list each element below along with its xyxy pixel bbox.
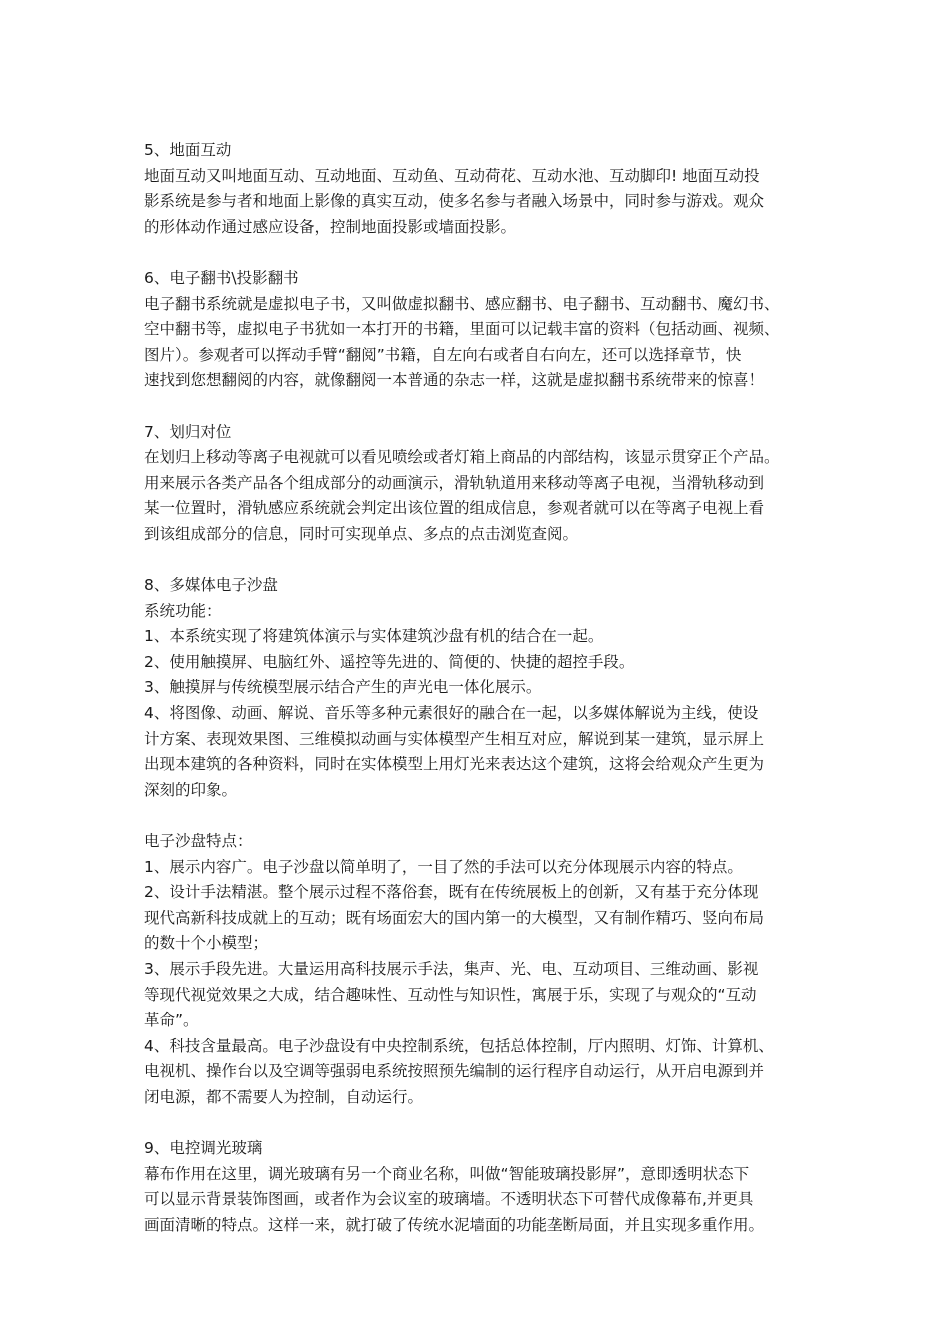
list-item-line: 4、科技含量最高。电子沙盘设有中央控制系统，包括总体控制，厅内照明、灯饰、计算机、 xyxy=(144,1036,774,1055)
section-sandtable-features xyxy=(144,829,812,1111)
paragraph-line: 革命”。 xyxy=(144,1011,199,1030)
section-floor-interaction xyxy=(144,138,812,240)
paragraph-line: 等现代视觉效果之大成，结合趣味性、互动性与知识性，寓展于乐，实现了与观众的“互动 xyxy=(144,985,757,1004)
list-item-line: 1、展示内容广。电子沙盘以简单明了，一目了然的手法可以充分体现展示内容的特点。 xyxy=(144,857,743,876)
list-item-line: 2、设计手法精湛。整个展示过程不落俗套，既有在传统展板上的创新，又有基于充分体现 xyxy=(144,883,759,902)
section-multimedia-sandtable xyxy=(144,573,812,803)
section-slide-positioning xyxy=(144,420,812,548)
paragraph-line: 电视机、操作台以及空调等强弱电系统按照预先编制的运行程序自动运行，从开启电源到并 xyxy=(144,1062,765,1081)
paragraph-line: 到该组成部分的信息，同时可实现单点、多点的点击浏览查阅。 xyxy=(144,524,579,543)
section-heading: 8、多媒体电子沙盘 xyxy=(144,576,278,595)
document-body xyxy=(144,138,812,1239)
paragraph-line: 空中翻书等，虚拟电子书犹如一本打开的书籍，里面可以记载丰富的资料（包括动画、视频、 xyxy=(144,320,780,339)
paragraph-line: 地面互动又叫地面互动、互动地面、互动鱼、互动荷花、互动水池、互动脚印! 地面互动投 xyxy=(144,166,760,185)
subheading: 系统功能： xyxy=(144,601,222,620)
paragraph-line: 闭电源，都不需要人为控制，自动运行。 xyxy=(144,1087,424,1106)
paragraph-line: 的数十个小模型； xyxy=(144,934,269,953)
section-heading: 9、电控调光玻璃 xyxy=(144,1139,263,1158)
section-electronic-flipbook xyxy=(144,266,812,394)
paragraph-line: 幕布作用在这里，调光玻璃有另一个商业名称，叫做“智能玻璃投影屏”，意即透明状态下 xyxy=(144,1164,750,1183)
paragraph-line: 在划归上移动等离子电视就可以看见喷绘或者灯箱上商品的内部结构，该显示贯穿正个产品。 xyxy=(144,448,780,467)
list-item-line: 2、使用触摸屏、电脑红外、遥控等先进的、简便的、快捷的超控手段。 xyxy=(144,652,635,671)
paragraph-line: 计方案、表现效果图、三维模拟动画与实体模型产生相互对应，解说到某一建筑，显示屏上 xyxy=(144,729,765,748)
paragraph-line: 画面清晰的特点。这样一来，就打破了传统水泥墙面的功能垄断局面，并且实现多重作用。 xyxy=(144,1215,765,1234)
paragraph-line: 影系统是参与者和地面上影像的真实互动，使多名参与者融入场景中，同时参与游戏。观众 xyxy=(144,192,765,211)
section-heading: 7、划归对位 xyxy=(144,422,232,441)
list-item-line: 3、触摸屏与传统模型展示结合产生的声光电一体化展示。 xyxy=(144,678,542,697)
paragraph-line: 某一位置时，滑轨感应系统就会判定出该位置的组成信息，参观者就可以在等离子电视上看 xyxy=(144,499,765,518)
paragraph-line: 速找到您想翻阅的内容，就像翻阅一本普通的杂志一样，这就是虚拟翻书系统带来的惊喜！ xyxy=(144,371,765,390)
paragraph-line: 用来展示各类产品各个组成部分的动画演示，滑轨轨道用来移动等离子电视，当滑轨移动到 xyxy=(144,473,765,492)
section-heading: 5、地面互动 xyxy=(144,141,232,159)
list-item-line: 4、将图像、动画、解说、音乐等多种元素很好的融合在一起，以多媒体解说为主线，使设 xyxy=(144,704,759,723)
subheading: 电子沙盘特点： xyxy=(144,832,253,851)
paragraph-line: 出现本建筑的各种资料，同时在实体模型上用灯光来表达这个建筑，这将会给观众产生更为 xyxy=(144,755,765,774)
section-smart-glass xyxy=(144,1136,812,1238)
paragraph-line: 现代高新科技成就上的互动；既有场面宏大的国内第一的大模型，又有制作精巧、竖向布局 xyxy=(144,908,765,927)
list-item-line: 1、本系统实现了将建筑体演示与实体建筑沙盘有机的结合在一起。 xyxy=(144,627,604,646)
list-item-line: 3、展示手段先进。大量运用高科技展示手法，集声、光、电、互动项目、三维动画、影视 xyxy=(144,960,759,978)
paragraph-line: 深刻的印象。 xyxy=(144,780,238,799)
section-heading: 6、电子翻书\投影翻书 xyxy=(144,268,299,287)
paragraph-line: 的形体动作通过感应设备，控制地面投影或墙面投影。 xyxy=(144,217,517,236)
paragraph-line: 可以显示背景装饰图画，或者作为会议室的玻璃墙。不透明状态下可替代成像幕布,并更具 xyxy=(144,1190,754,1209)
paragraph-line: 电子翻书系统就是虚拟电子书，又叫做虚拟翻书、感应翻书、电子翻书、互动翻书、魔幻书、 xyxy=(144,294,780,313)
paragraph-line: 图片）。参观者可以挥动手臂“翻阅”书籍，自左向右或者自右向左，还可以选择章节，快 xyxy=(144,345,742,364)
